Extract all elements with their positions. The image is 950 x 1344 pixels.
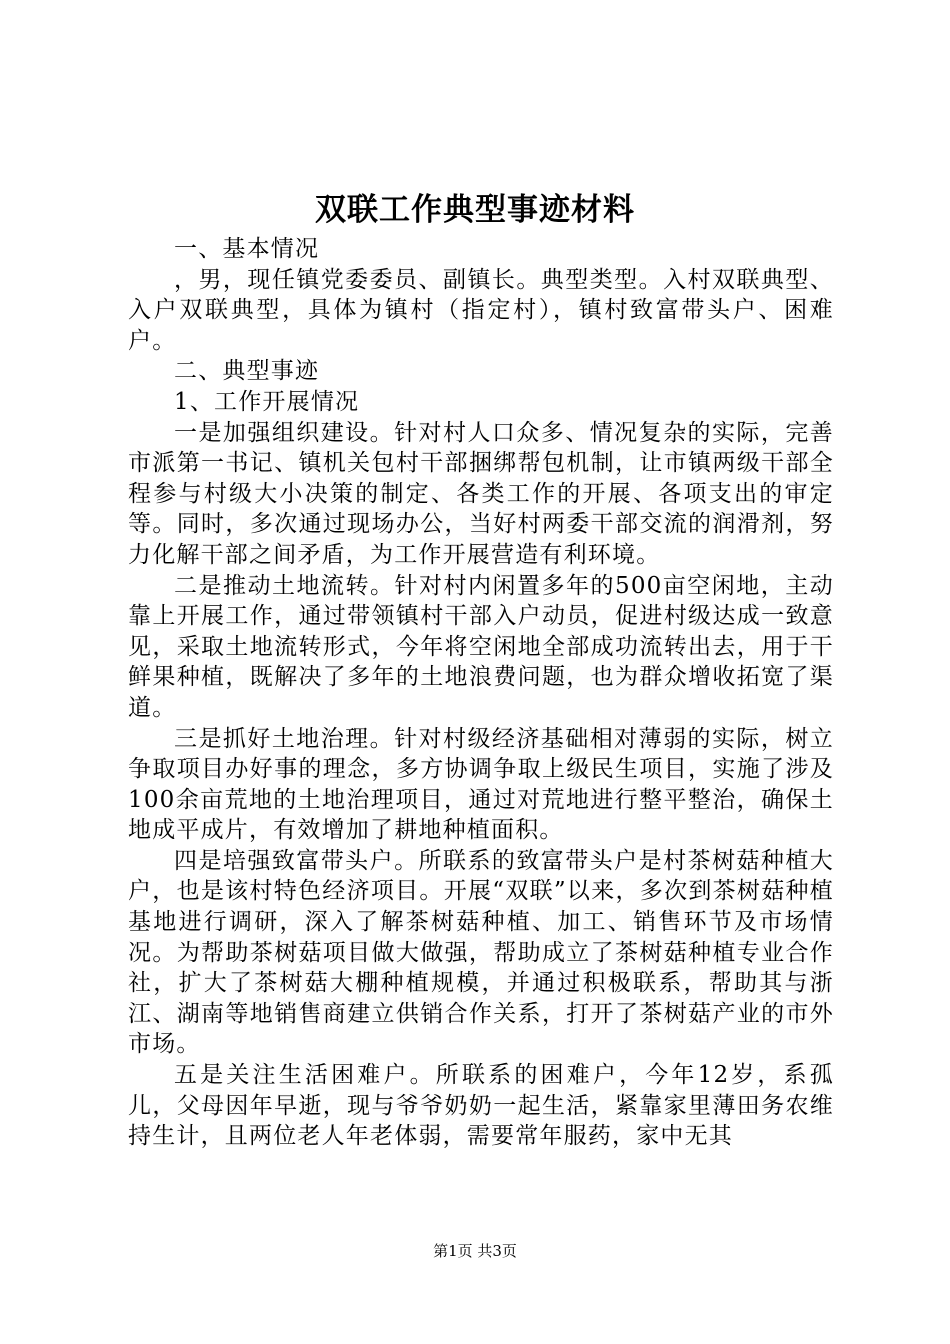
document-title: 双联工作典型事迹材料 bbox=[315, 192, 635, 228]
paragraph-needy-households: 五是关注生活困难户。所联系的困难户，今年12岁，系孤儿，父母因年早逝，现与爷爷奶奶一起生活，紧靠家里薄田务农维持生计，且两位老人年老体弱，需要常年服药，家中无其 bbox=[128, 1062, 834, 1150]
document-body bbox=[128, 234, 834, 1152]
section-heading-typical-deeds: 二、典型事迹 bbox=[174, 358, 320, 385]
paragraph-wealth-leaders: 四是培强致富带头户。所联系的致富带头户是村茶树菇种植大户，也是该村特色经济项目。开展“双联”以来，多次到茶树菇种植基地进行调研，深入了解茶树菇种植、加工、销售环节及市场情况。为帮助茶树菇项目做大做强，帮助成立了茶树菇种植专业合作社，扩大了茶树菇大棚种植规模，并通过积极联系，帮助其与浙江、湖南等地销售商建立供销合作关系，打开了茶树菇产业的市外市场。 bbox=[128, 847, 834, 1058]
paragraph-land-transfer: 二是推动土地流转。针对村内闲置多年的500亩空闲地，主动靠上开展工作，通过带领镇村干部入户动员，促进村级达成一致意见，采取土地流转形式，今年将空闲地全部成功流转出去，用于干鲜果种植，既解决了多年的土地浪费问题，也为群众增收拓宽了渠道。 bbox=[128, 572, 834, 721]
paragraph-organization-building: 一是加强组织建设。针对村人口众多、情况复杂的实际，完善市派第一书记、镇机关包村干部捆绑帮包机制，让市镇两级干部全程参与村级大小决策的制定、各类工作的开展、各项支出的审定等。同时，多次通过现场办公，当好村两委干部交流的润滑剂，努力化解干部之间矛盾，为工作开展营造有利环境。 bbox=[128, 419, 834, 568]
section-heading-basic-info: 一、基本情况 bbox=[174, 236, 320, 262]
subsection-heading-work-progress: 1、工作开展情况 bbox=[174, 388, 360, 415]
paragraph-basic-info: ，男，现任镇党委委员、副镇长。典型类型。入村双联典型、入户双联典型，具体为镇村（指定村），镇村致富带头户、困难户。 bbox=[128, 266, 834, 354]
paragraph-land-governance: 三是抓好土地治理。针对村级经济基础相对薄弱的实际，树立争取项目办好事的理念，多方协调争取上级民生项目，实施了涉及100余亩荒地的土地治理项目，通过对荒地进行整平整治，确保土地成平成片，有效增加了耕地种植面积。 bbox=[128, 725, 834, 844]
page-number-footer: 第1页 共3页 bbox=[433, 1242, 517, 1260]
